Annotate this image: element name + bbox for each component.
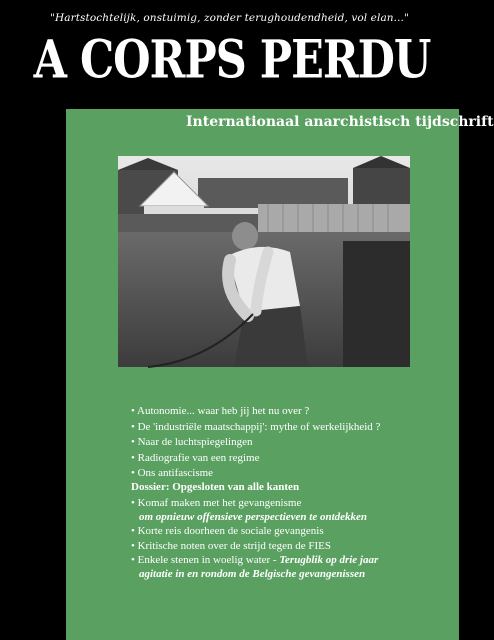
issue-year: 2009 (30, 604, 67, 619)
magazine-title: A CORPS PERDU (33, 30, 431, 91)
dossier-section (131, 480, 378, 581)
issue-month: juli (38, 586, 63, 601)
dossier-title: Dossier: Opgesloten van alle kanten (131, 481, 300, 493)
contents-item: • Naar de luchtspiegelingen (131, 435, 380, 451)
contents-item: • De 'industriële maatschappij': mythe of werkelijkheid ? (131, 420, 380, 436)
dossier-item-italic: Terugblik op drie jaar (279, 553, 379, 566)
contents-item: • Autonomie... waar heb jij het nu over ? (131, 404, 380, 420)
magazine-subtitle: Internationaal anarchistisch tijdschrift (186, 114, 494, 130)
contents-item: • Radiografie van een regime (131, 451, 380, 467)
dossier-item (131, 524, 378, 538)
dossier-item-sub: om opnieuw offensieve perspectieven te ontdekken (139, 511, 368, 524)
dossier-item (131, 496, 378, 524)
contents-item: • Ons antifascisme (131, 466, 380, 482)
hammer-thrower-photo-icon (118, 156, 410, 367)
dossier-item-text: • Komaf maken met het gevangenisme (131, 497, 301, 509)
dossier-item (131, 539, 378, 553)
issue-number: 2 (30, 524, 62, 582)
dossier-item-text: • Enkele stenen in woelig water - (131, 554, 279, 566)
tagline: "Hartstochtelijk, onstuimig, zonder terughoudendheid, vol elan..." (50, 12, 409, 24)
dossier-item-text: • Kritische noten over de strijd tegen de FIES (131, 540, 331, 552)
dossier-item-sub: agitatie in en rondom de Belgische gevangenissen (139, 568, 366, 581)
dossier-item-text: • Korte reis doorheen de sociale gevangenis (131, 525, 324, 537)
cover-photo (118, 156, 410, 367)
contents-list (131, 404, 380, 482)
dossier-list (131, 496, 378, 581)
dossier-item (131, 553, 378, 581)
